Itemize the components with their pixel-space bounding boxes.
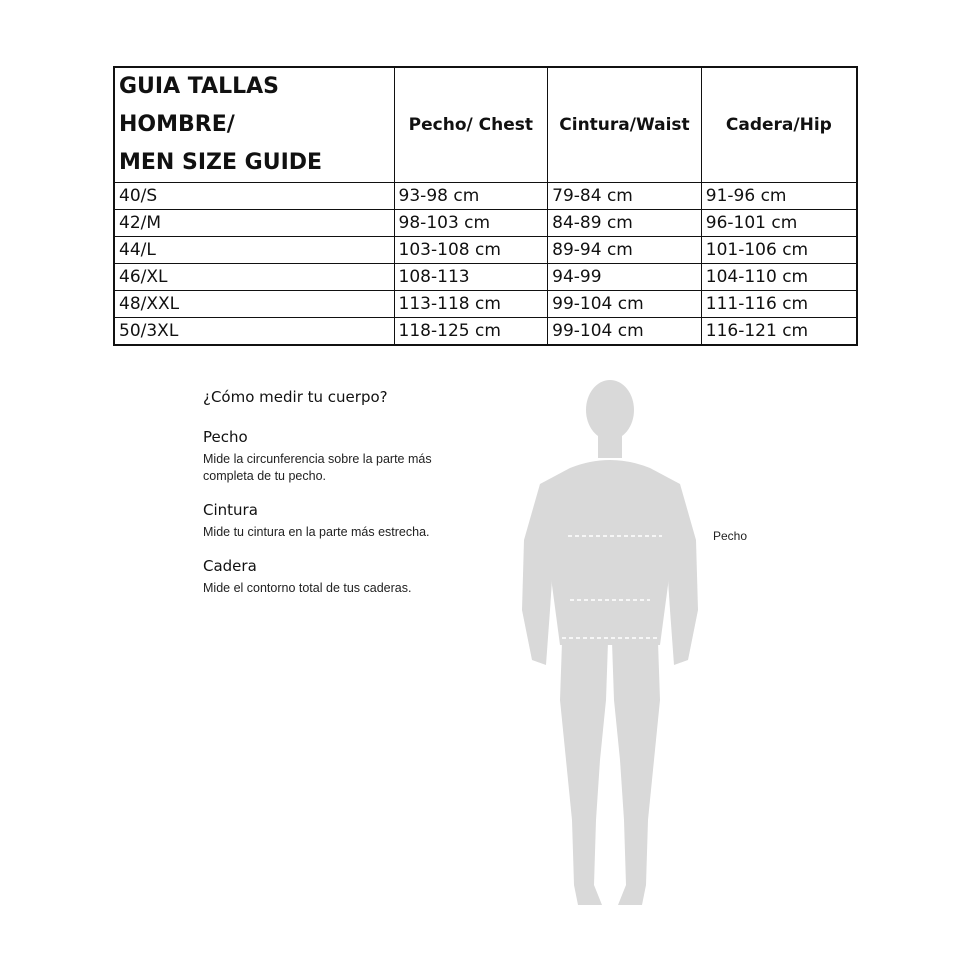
neck — [598, 432, 622, 458]
waist-cell: 84-89 cm — [548, 210, 702, 237]
chest-cell: 103-108 cm — [394, 237, 548, 264]
table-title-line2: MEN SIZE GUIDE — [119, 150, 323, 175]
waist-cell: 89-94 cm — [548, 237, 702, 264]
hip-cell: 111-116 cm — [701, 291, 857, 318]
table-row — [114, 210, 857, 237]
size-cell: 44/L — [114, 237, 394, 264]
head — [586, 380, 634, 440]
waist-instructions: Mide tu cintura en la parte más estrecha. — [203, 525, 430, 539]
left-leg — [560, 642, 608, 905]
hip-cell: 104-110 cm — [701, 264, 857, 291]
chest-cell: 118-125 cm — [394, 318, 548, 346]
body-shape — [522, 380, 698, 905]
table-row — [114, 291, 857, 318]
chest-text-line2: completa de tu pecho. — [203, 469, 326, 483]
hip-cell: 101-106 cm — [701, 237, 857, 264]
size-cell: 50/3XL — [114, 318, 394, 346]
chest-title: Pecho — [203, 428, 248, 446]
table-title-line1: GUIA TALLAS HOMBRE/ — [119, 74, 280, 137]
right-arm — [666, 484, 698, 665]
guide-question: ¿Cómo medir tu cuerpo? — [203, 388, 388, 406]
chest-instructions — [203, 451, 523, 485]
waist-cell: 79-84 cm — [548, 183, 702, 210]
right-leg — [612, 642, 660, 905]
figure-chest-label: Pecho — [713, 529, 748, 543]
size-cell: 42/M — [114, 210, 394, 237]
size-cell: 46/XL — [114, 264, 394, 291]
size-guide-table — [113, 66, 858, 346]
chest-cell: 108-113 — [394, 264, 548, 291]
waist-cell: 94-99 — [548, 264, 702, 291]
left-arm — [522, 484, 554, 665]
measuring-guide — [203, 388, 523, 613]
body-silhouette — [510, 380, 710, 912]
table-row — [114, 318, 857, 346]
table-title — [114, 67, 394, 183]
hip-cell: 116-121 cm — [701, 318, 857, 346]
chest-text-line1: Mide la circunferencia sobre la parte más — [203, 452, 432, 466]
header-chest: Pecho/ Chest — [394, 67, 548, 183]
size-cell: 40/S — [114, 183, 394, 210]
hip-title: Cadera — [203, 557, 257, 575]
torso — [538, 460, 682, 645]
hip-instructions: Mide el contorno total de tus caderas. — [203, 581, 412, 595]
hip-cell: 96-101 cm — [701, 210, 857, 237]
waist-cell: 99-104 cm — [548, 318, 702, 346]
header-hip: Cadera/Hip — [701, 67, 857, 183]
chest-cell: 98-103 cm — [394, 210, 548, 237]
table-row — [114, 183, 857, 210]
table-row — [114, 237, 857, 264]
table-header-row — [114, 67, 857, 183]
hip-cell: 91-96 cm — [701, 183, 857, 210]
waist-title: Cintura — [203, 501, 258, 519]
chest-cell: 93-98 cm — [394, 183, 548, 210]
table-row — [114, 264, 857, 291]
chest-cell: 113-118 cm — [394, 291, 548, 318]
waist-cell: 99-104 cm — [548, 291, 702, 318]
header-waist: Cintura/Waist — [548, 67, 702, 183]
size-cell: 48/XXL — [114, 291, 394, 318]
